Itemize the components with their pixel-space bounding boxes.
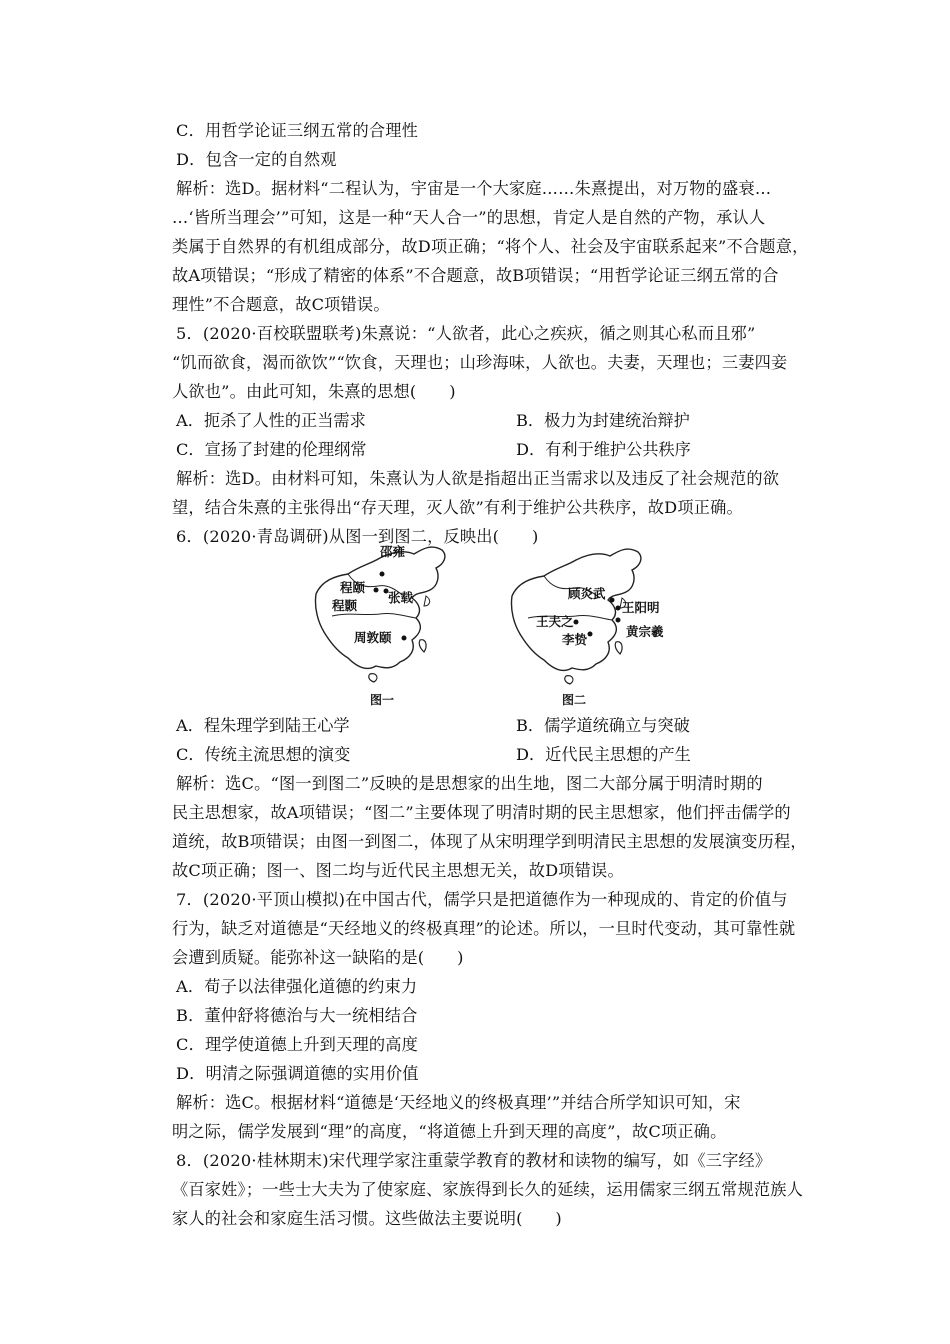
q7-option-a: A．荀子以法律强化道德的约束力 xyxy=(176,977,418,996)
q6-analysis-line-2: 民主思想家，故A项错误；“图二”主要体现了明清时期的民主思想家，他们抨击儒学的 xyxy=(172,803,791,822)
label-wangyangming: 王阳明 xyxy=(622,600,660,615)
city-dot xyxy=(574,620,579,625)
q6-analysis-line-4: 故C项正确；图一、图二均与近代民主思想无关，故D项错误。 xyxy=(172,861,624,880)
hainan-outline xyxy=(369,674,377,682)
q7-option-c: C．理学使道德上升到天理的高度 xyxy=(176,1035,419,1054)
q7-analysis-line-1: 解析：选C。根据材料“道德是‘天经地义的终极真理’”并结合所学知识可知，宋 xyxy=(176,1093,741,1112)
q7-option-d: D．明清之际强调道德的实用价值 xyxy=(176,1064,419,1083)
q4-analysis-line-3: 类属于自然界的有机组成部分，故D项正确；“将个人、社会及宇宙联系起来”不合题意， xyxy=(172,237,809,256)
q6-option-a: A．程朱理学到陆王心学 xyxy=(176,716,350,735)
q5-stem-line-1: 5．(2020·百校联盟联考)朱熹说：“人欲者，此心之疾疢，循之则其心私而且邪” xyxy=(176,324,756,343)
label-lizhi: 李贽 xyxy=(562,632,588,647)
q4-analysis-line-4: 故A项错误；“形成了精密的体系”不合题意，故B项错误；“用哲学论证三纲五常的合 xyxy=(172,266,779,285)
q4-analysis-line-5: 理性”不合题意，故C项错误。 xyxy=(172,295,390,314)
q4-option-d: D．包含一定的自然观 xyxy=(176,150,337,169)
q4-analysis-line-1: 解析：选D。据材料“二程认为，宇宙是一个大家庭……朱熹提出，对万物的盛衰… xyxy=(176,179,772,198)
q8-stem-line-3: 家人的社会和家庭生活习惯。这些做法主要说明( ) xyxy=(172,1209,562,1228)
q7-stem-line-2: 行为，缺乏对道德是“天经地义的终极真理”的论述。所以，一旦时代变动，其可靠性就 xyxy=(172,919,796,938)
q5-option-c: C．宣扬了封建的伦理纲常 xyxy=(176,440,367,459)
q4-option-c: C．用哲学论证三纲五常的合理性 xyxy=(176,121,419,140)
q8-stem-line-1: 8．(2020·桂林期末)宋代理学家注重蒙学教育的教材和读物的编写，如《三字经》 xyxy=(176,1151,772,1170)
q5-stem-line-3: 人欲也”。由此可知，朱熹的思想( ) xyxy=(172,382,456,401)
china-map-2 xyxy=(506,536,700,712)
q6-option-d: D．近代民主思想的产生 xyxy=(516,745,691,764)
q5-analysis-line-1: 解析：选D。由材料可知，朱熹认为人欲是指超出正当需求以及违反了社会规范的欲 xyxy=(176,469,780,488)
map-1-caption: 图一 xyxy=(370,693,395,707)
china-map-1 xyxy=(308,536,508,712)
city-dot xyxy=(402,636,407,641)
q6-analysis-line-3: 道统，故B项错误；由图一到图二，体现了从宋明理学到明清民主思想的发展演变历程， xyxy=(172,832,807,851)
label-chengyi: 程颐 xyxy=(340,580,366,595)
hainan-outline xyxy=(565,676,573,684)
map-figure-2 xyxy=(506,536,700,712)
q8-stem-line-2: 《百家姓》；一些士大夫为了使家庭、家族得到长久的延续，运用儒家三纲五常规范族人 xyxy=(172,1180,804,1199)
city-dot xyxy=(610,598,615,603)
q7-option-b: B．董仲舒将德治与大一统相结合 xyxy=(176,1006,418,1025)
label-wangfuzhi: 王夫之 xyxy=(536,614,574,629)
q7-analysis-line-2: 明之际，儒学发展到“理”的高度，“将道德上升到天理的高度”，故C项正确。 xyxy=(172,1122,727,1141)
q6-analysis-line-1: 解析：选C。“图一到图二”反映的是思想家的出生地，图二大部分属于明清时期的 xyxy=(176,774,763,793)
q6-option-c: C．传统主流思想的演变 xyxy=(176,745,351,764)
city-dot xyxy=(616,606,621,611)
peninsula-outline xyxy=(424,596,430,606)
label-chenghao: 程颢 xyxy=(332,598,358,613)
taiwan-outline xyxy=(419,640,426,652)
city-dot xyxy=(588,632,593,637)
city-dot xyxy=(380,572,385,577)
q5-stem-line-2: “饥而欲食，渴而欲饮”“饮食，天理也；山珍海味，人欲也。夫妻，天理也；三妻四妾 xyxy=(172,353,788,372)
q5-option-d: D．有利于维护公共秩序 xyxy=(516,440,691,459)
q7-stem-line-1: 7．(2020·平顶山模拟)在中国古代，儒学只是把道德作为一种现成的、肯定的价值与 xyxy=(176,890,788,909)
city-dot xyxy=(616,618,621,623)
q5-option-b: B．极力为封建统治辩护 xyxy=(516,411,690,430)
city-dot xyxy=(374,588,379,593)
q6-option-b: B．儒学道统确立与突破 xyxy=(516,716,690,735)
label-huangzongxi: 黄宗羲 xyxy=(626,624,664,639)
taiwan-outline xyxy=(615,642,622,654)
q7-stem-line-3: 会遭到质疑。能弥补这一缺陷的是( ) xyxy=(172,948,464,967)
q6-stem: 6．(2020·青岛调研)从图一到图二，反映出( ) xyxy=(176,527,539,546)
label-shaoyong: 邵雍 xyxy=(380,544,406,559)
map-figures xyxy=(300,536,700,712)
label-zhangzai: 张载 xyxy=(388,590,414,605)
label-guyanwu: 顾炎武 xyxy=(568,586,606,601)
river-line xyxy=(332,613,416,618)
q5-option-a: A．扼杀了人性的正当需求 xyxy=(176,411,366,430)
q4-analysis-line-2: …‘皆所当理会’”可知，这是一种“天人合一”的思想，肯定人是自然的产物，承认人 xyxy=(172,208,766,227)
map-2-caption: 图二 xyxy=(562,693,587,707)
map-figure-1 xyxy=(308,536,508,712)
q5-analysis-line-2: 望，结合朱熹的主张得出“存天理，灭人欲”有利于维护公共秩序，故D项正确。 xyxy=(172,498,743,517)
label-zhoudunyi: 周敦颐 xyxy=(354,630,392,645)
